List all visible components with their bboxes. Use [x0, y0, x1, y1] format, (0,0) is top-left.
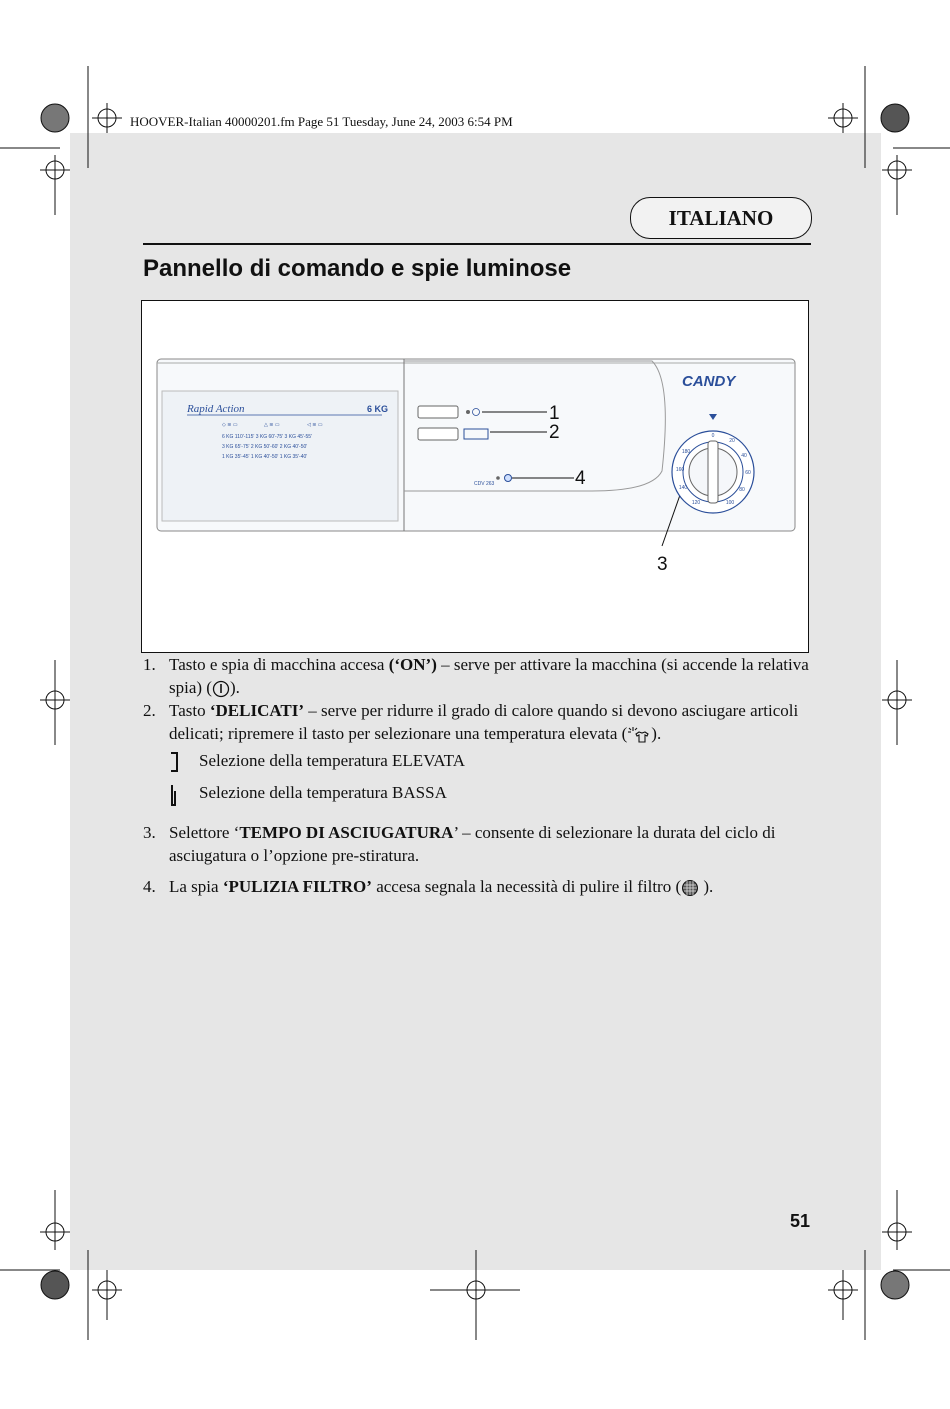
on-button-graphic: [418, 406, 458, 418]
svg-text:40: 40: [741, 453, 747, 459]
brand-logo: CANDY: [682, 373, 736, 390]
svg-text:60: 60: [745, 470, 751, 476]
control-panel-figure: [141, 300, 809, 653]
panel-script-label: Rapid Action: [187, 403, 245, 415]
title-rule: [143, 243, 811, 245]
svg-text:20: 20: [729, 438, 735, 444]
high-temperature-icon: [627, 726, 651, 744]
svg-text:80: 80: [739, 487, 745, 493]
control-panel-illustration: [142, 301, 808, 652]
callout-4: 4: [575, 468, 586, 489]
page-number: 51: [790, 1211, 811, 1231]
svg-text:◇ ≋ ▭: ◇ ≋ ▭: [222, 422, 238, 428]
list-item-4: 4. La spia ‘PULIZIA FILTRO’ accesa segnala la necessità di pulire il filtro ( ).: [143, 877, 714, 896]
filter-icon: [681, 879, 699, 897]
svg-text:△ ≋ ▭: △ ≋ ▭: [264, 422, 280, 428]
callout-2: 2: [549, 422, 560, 443]
svg-text:140: 140: [678, 485, 688, 491]
language-tab: ITALIANO: [630, 197, 812, 239]
sub-item-low: Selezione della temperatura BASSA: [143, 781, 813, 809]
list-item-3: 3. Selettore ‘TEMPO DI ASCIUGATURA’ – consente di selezionare la durata del ciclo di asciugatura o l’opzione pre-stiratura.: [143, 823, 776, 865]
svg-text:◁ ≋ ▭: ◁ ≋ ▭: [307, 422, 323, 428]
svg-text:160: 160: [675, 467, 685, 473]
button-down-icon: [169, 783, 179, 807]
instruction-list: [143, 653, 813, 898]
callout-3: 3: [657, 554, 668, 575]
model-label: CDV 263: [474, 481, 495, 487]
list-item-2: 2. Tasto ‘DELICATI’ – serve per ridurre il grado di calore quando si devono asciugare articoli delicati; ripremere il tasto per selezionare una temperatura elevata ( ).: [143, 701, 799, 743]
svg-text:6 KG 110'-115' 3 KG 60'-75': 6 KG 110'-115' 3 KG 60'-75' 3 KG 45'-55': [222, 434, 313, 440]
callout-1: 1: [549, 403, 560, 424]
sub-item-high: Selezione della temperatura ELEVATA: [143, 749, 813, 777]
svg-text:3 KG 65'-75' 2 KG 50'-60': 3 KG 65'-75' 2 KG 50'-60' 2 KG 40'-50': [222, 444, 308, 450]
svg-text:100: 100: [725, 500, 735, 506]
power-icon: [212, 680, 230, 698]
file-info-header: HOOVER-Italian 40000201.fm Page 51 Tuesday, June 24, 2003 6:54 PM: [130, 114, 513, 129]
svg-text:0: 0: [711, 433, 715, 439]
delicate-button-graphic: [418, 428, 458, 440]
svg-text:1 KG 35'-45' 1 KG 40'-50': 1 KG 35'-45' 1 KG 40'-50' 1 KG 35'-40': [222, 454, 308, 460]
page-title: Pannello di comando e spie luminose: [143, 255, 572, 282]
list-item-1: 1. Tasto e spia di macchina accesa (‘ON’) – serve per attivare la macchina (si accende la relativa spia) ( ).: [143, 655, 809, 697]
svg-text:180: 180: [681, 449, 691, 455]
capacity-label: 6 KG: [367, 404, 389, 414]
svg-text:120: 120: [691, 500, 701, 506]
button-up-icon: [169, 751, 179, 773]
